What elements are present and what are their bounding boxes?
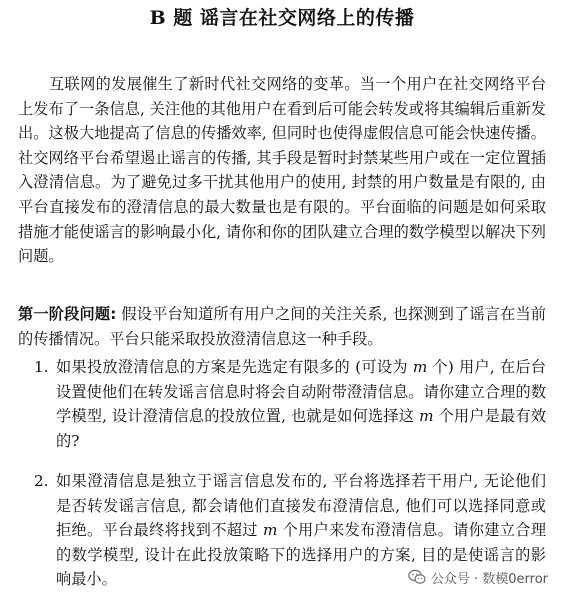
math-var: m bbox=[419, 407, 434, 426]
watermark bbox=[406, 566, 550, 588]
wechat-icon bbox=[408, 569, 426, 585]
item-text: 个用户是最有效的? bbox=[56, 407, 547, 450]
question-item-1 bbox=[34, 355, 546, 453]
math-var: m bbox=[262, 521, 278, 540]
stage-text: 假设平台知道所有用户之间的关注关系, 也探测到了谣言在当前的传播情况。平台只能采取投放澄清信息这一种手段。 bbox=[18, 305, 547, 348]
item-body bbox=[56, 355, 546, 453]
item-number: 2. bbox=[34, 472, 49, 490]
item-text: 如果澄清信息是独立于谣言信息发布的, 平台将选择若干用户, 无论他们是否转发谣言信息, 都会请他们直接发布澄清信息, 他们可以选择同意或拒绝。平台最终将找到不超过 bbox=[56, 472, 546, 540]
item-text: 如果投放澄清信息的方案是先选定有限多的 (可设为 bbox=[56, 358, 413, 376]
item-text: 个用户来发布澄清信息。请你建立合理的数学模型, 设计在此投放策略下的选择用户的方案, 目的是使谣言的影响最小。 bbox=[56, 521, 547, 589]
stage-one-paragraph bbox=[18, 302, 546, 351]
page-title: B 题 谣言在社交网络上的传播 bbox=[149, 7, 415, 29]
watermark-text: 公众号 · 数模0error bbox=[430, 571, 548, 587]
stage-label: 第一阶段问题: bbox=[18, 305, 117, 323]
item-text: 个) 用户, 在后台设置使他们在转发谣言信息时将会自动附带澄清信息。请你建立合理的数学模型, 设计澄清信息的投放位置, 也就是如何选择这 bbox=[56, 358, 546, 426]
intro-paragraph: 互联网的发展催生了新时代社交网络的变革。当一个用户在社交网络平台上发布了一条信息, 关注他的其他用户在看到后可能会转发或将其编辑后重新发出。这极大地提高了信息的传播效率, 但同时也使得虚假信息可能会快速传播。社交网络平台希望遏止谣言的传播, 其手段是暂时封禁某些用户或在一定位置插入澄清信息。为了避免过多干扰其他用户的使用, 封禁的用户数量是有限的, 由平台直接发布的澄清信息的最大数量也是有限的。平台面临的问题是如何采取措施才能使谣言的影响最小化, 请你和你的团队建立合理的数学模型以解决下列问题。 bbox=[18, 75, 546, 266]
math-var: m bbox=[412, 358, 428, 376]
item-number: 1. bbox=[34, 358, 49, 376]
